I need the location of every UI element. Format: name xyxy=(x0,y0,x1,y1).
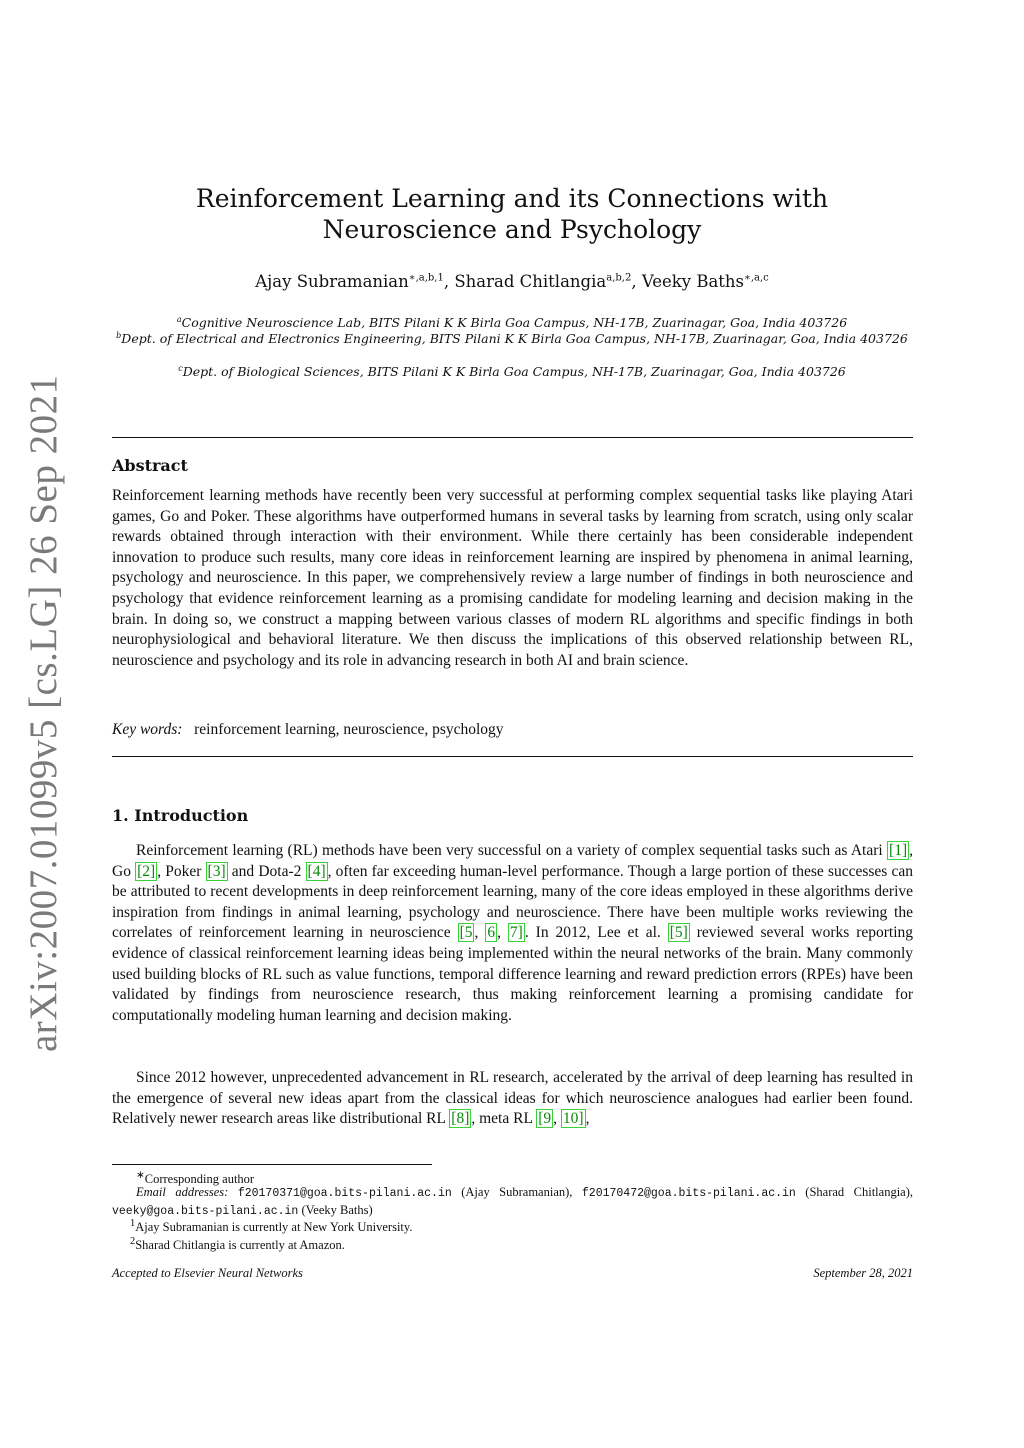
footnote-text: (Sharad Chitlangia), xyxy=(795,1185,914,1199)
author-marks: ∗,a,c xyxy=(744,272,769,284)
text: , meta RL xyxy=(471,1110,537,1128)
text: Reinforcement learning (RL) methods have been very successful on a variety of complex sequential tasks such as Atari xyxy=(136,842,888,859)
affiliation-text: Dept. of Electrical and Electronics Engineering, BITS Pilani K K Birla Goa Campus, NH-17B, Zuarinagar, Goa, India 403726 xyxy=(121,331,908,347)
citation-link[interactable]: [1] xyxy=(889,842,908,859)
affiliation-mark: c xyxy=(178,364,183,373)
keywords-list: reinforcement learning, neuroscience, psychology xyxy=(194,721,504,738)
divider xyxy=(112,437,913,438)
divider xyxy=(112,756,913,757)
citation-link[interactable]: [8] xyxy=(451,1110,470,1128)
footer-journal: Accepted to Elsevier Neural Networks xyxy=(112,1266,303,1280)
text: , xyxy=(497,924,508,942)
footnote-mark: 1 xyxy=(130,1218,136,1229)
keywords-label: Key words: xyxy=(112,721,183,738)
citation-link[interactable]: [3] xyxy=(207,862,226,880)
affiliation-mark: a xyxy=(176,315,182,324)
text: , xyxy=(553,1110,561,1128)
affiliation-mark: b xyxy=(116,331,122,340)
footer-date: September 28, 2021 xyxy=(813,1266,913,1280)
author-marks: a,b,2 xyxy=(606,272,632,284)
paragraph xyxy=(112,1068,913,1130)
email-link[interactable]: f20170472@goa.bits-pilani.ac.in xyxy=(581,1187,796,1200)
author-marks: ∗,a,b,1 xyxy=(408,272,444,284)
citation-link[interactable]: [5 xyxy=(459,924,473,942)
text: and Dota-2 xyxy=(227,862,306,880)
footnote-text: (Veeky Baths) xyxy=(298,1203,373,1217)
footnote-emails xyxy=(112,1184,913,1220)
text: , Go xyxy=(112,842,913,880)
arxiv-identifier: arXiv:2007.01099v5 [cs.LG] 26 Sep 2021 xyxy=(22,374,65,1052)
footnote-text: Ajay Subramanian is currently at New York University. xyxy=(135,1220,413,1235)
author-name: Sharad Chitlangia xyxy=(454,272,607,291)
text: , Poker xyxy=(157,862,206,880)
email-link[interactable]: f20170371@goa.bits-pilani.ac.in xyxy=(237,1187,452,1200)
section-heading: 1. Introduction xyxy=(112,806,249,825)
footnote-text: Sharad Chitlangia is currently at Amazon. xyxy=(135,1238,345,1253)
keywords xyxy=(112,720,913,741)
text: , xyxy=(585,1110,590,1128)
affiliation xyxy=(112,328,912,347)
citation-link[interactable]: [9 xyxy=(538,1110,552,1128)
email-link[interactable]: veeky@goa.bits-pilani.ac.in xyxy=(112,1205,299,1218)
text: , often far exceeding human-level performance. Though a large portion of these successes can be attributed to recent developments in deep reinforcement learning, many of the core ideas employed in these algorithms derive inspiration from findings in animal learning, psychology and neuroscience. There have been multiple works reviewing the correlates of reinforcement learning in neuroscience xyxy=(112,862,914,942)
email-label: Email addresses: xyxy=(136,1185,229,1199)
author-name: Veeky Baths xyxy=(641,272,745,291)
citation-link[interactable]: [5] xyxy=(669,924,688,942)
author-name: Ajay Subramanian xyxy=(255,272,409,291)
affiliation-text: Cognitive Neuroscience Lab, BITS Pilani K K Birla Goa Campus, NH-17B, Zuarinagar, Goa, India 403726 xyxy=(181,315,848,331)
footnote-divider xyxy=(112,1164,432,1165)
author-list: Ajay Subramanian$^{∗,a,b,1}$, Sharad Chitlangia$^{a,b,2}$, Veeky Baths$^{∗,a,c}$ xyxy=(255,272,769,291)
footnote-text: Corresponding author xyxy=(144,1172,255,1187)
footnote-2 xyxy=(112,1234,913,1253)
paragraph xyxy=(112,841,913,1026)
footnote-text: (Ajay Subramanian), xyxy=(451,1185,582,1199)
affiliation-text: Dept. of Biological Sciences, BITS Pilani K K Birla Goa Campus, NH-17B, Zuarinagar, Goa, India 403726 xyxy=(182,364,846,380)
footnote-1 xyxy=(112,1216,913,1235)
footnote-mark: 2 xyxy=(130,1236,136,1247)
citation-link[interactable]: 10] xyxy=(562,1110,584,1128)
paper-title: Reinforcement Learning and its Connections with Neuroscience and Psychology xyxy=(195,184,829,244)
citation-link[interactable]: [2] xyxy=(137,862,156,880)
affiliation xyxy=(112,361,912,380)
citation-link[interactable]: 7] xyxy=(509,924,523,942)
text: . In 2012, Lee et al. xyxy=(524,924,668,942)
abstract-heading: Abstract xyxy=(112,456,188,475)
abstract-text: Reinforcement learning methods have recently been very successful at performing complex sequential tasks like playing Atari games, Go and Poker. These algorithms have outperformed humans in several tasks by learning from scratch, using only scalar rewards obtained through interaction with their environment. While there certainly has been considerable independent innovation to produce such results, many core ideas in reinforcement learning are inspired by phenomena in animal learning, psychology and neuroscience. In this paper, we comprehensively review a large number of findings in both neuroscience and psychology that evidence reinforcement learning as a promising candidate for modeling learning and decision making in the brain. In doing so, we construct a mapping between various classes of modern RL algorithms and specific findings in both neurophysiological and behavioral literature. We then discuss the implications of this observed relationship between RL, neuroscience and psychology and its role in advancing research in both AI and brain science. xyxy=(112,487,913,669)
text: , xyxy=(474,924,486,942)
citation-link[interactable]: [4] xyxy=(307,862,326,880)
text: reviewed several works reporting evidence of classical reinforcement learning ideas being implemented within the neural networks of the brain. Many commonly used building blocks of RL such as value functions, temporal difference learning and reward prediction errors (RPEs) have been validated by findings from neuroscience research, thus making reinforcement learning a promising candidate for computationally modeling human learning and decision making. xyxy=(112,924,914,1024)
text: Since 2012 however, unprecedented advancement in RL research, accelerated by the arrival of deep learning has resulted in the emergence of several new ideas apart from the classical ideas for which neuroscience analogues had earlier been found. Relatively newer research areas like distributional RL xyxy=(112,1069,913,1128)
footnote-mark: ∗ xyxy=(136,1170,145,1181)
citation-link[interactable]: 6 xyxy=(487,924,496,942)
